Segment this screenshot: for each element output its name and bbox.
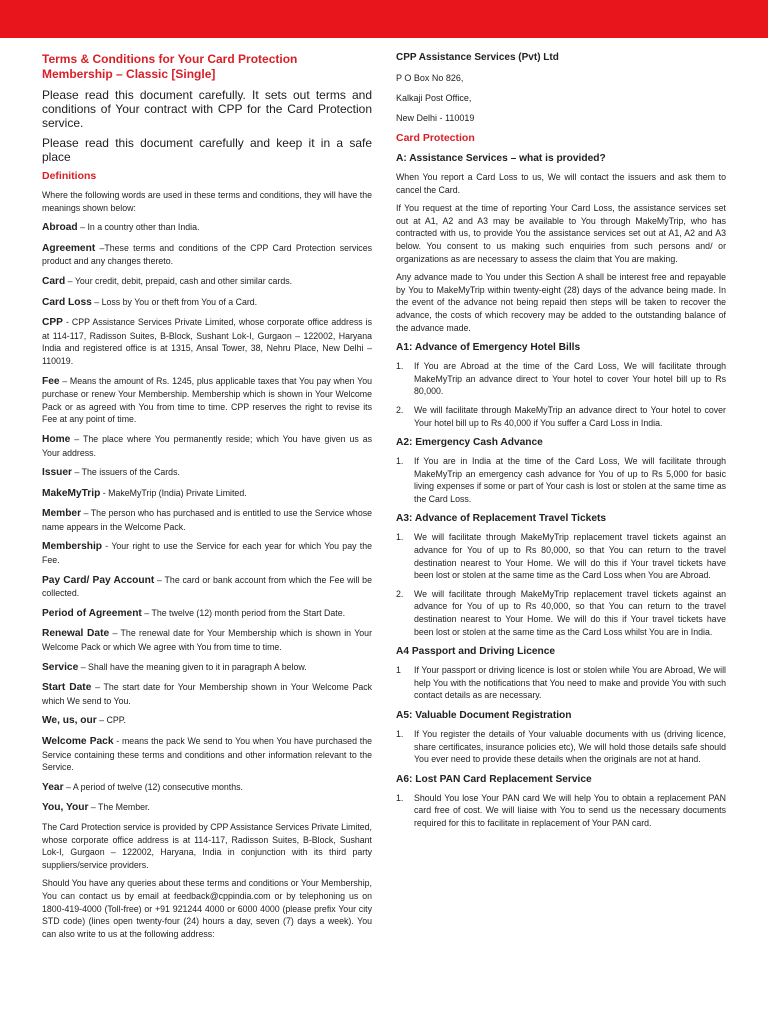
list-number: 2.	[396, 404, 404, 415]
list-item	[396, 664, 726, 702]
list-number: 1.	[396, 792, 404, 803]
definition-text: The issuers of the Cards.	[81, 467, 180, 478]
definition-item	[42, 507, 372, 533]
definition-text: In a country other than India.	[87, 222, 200, 233]
definition-separator: -	[102, 541, 112, 552]
left-column	[42, 48, 372, 940]
section-heading: A2: Emergency Cash Advance	[396, 437, 543, 449]
list-text: If You register the details of Your valuable documents with us (driving licence, share certificates, insurance policies etc), We will hold those details safe should You ever need to provide these details when the originals are not at hand.	[414, 729, 726, 765]
assistance-sections	[396, 341, 726, 829]
definition-separator: –	[65, 275, 75, 286]
definition-item	[42, 681, 372, 707]
definition-item	[42, 661, 372, 675]
definition-item	[42, 781, 372, 795]
list-item	[396, 404, 726, 429]
definition-text: Loss by You or theft from You of a Card.	[101, 296, 258, 307]
section-heading: A4 Passport and Driving Licence	[396, 646, 556, 658]
definitions-intro: Where the following words are used in these terms and conditions, they will have the meanings shown below:	[42, 190, 372, 213]
title-line-2: Membership – Classic [Single]	[42, 67, 216, 81]
section-a-paragraph: Any advance made to You under this Section A shall be interest free and repayable by You to MakeMyTrip within twenty-eight (28) days of the advance being made. In the event of the advance not being repaid then steps will be taken to recover the advance, the costs of which recovery may be added to the outstanding balance of the advance made.	[396, 272, 726, 333]
definition-text: The start date for Your Membership shown in Your Welcome Pack which We send to You.	[42, 682, 373, 706]
list-text: If You are Abroad at the time of the Card Loss, We will facilitate through MakeMyTrip an advance direct to Your hotel to cover Your hotel bill up to Rs 80,000.	[414, 361, 726, 397]
definition-separator: –	[70, 433, 83, 444]
list-number: 1.	[396, 729, 404, 739]
definition-item	[42, 375, 372, 426]
definition-item	[42, 540, 372, 566]
definition-text: The renewal date for Your Membership which is shown in Your Welcome Pack or which We agree with You from time to time.	[42, 628, 372, 653]
section-heading: A3: Advance of Replacement Travel Tickets	[396, 513, 607, 525]
definition-term: Home	[42, 433, 71, 445]
section-list	[396, 531, 726, 638]
section-list	[396, 360, 726, 429]
definition-term: Member	[42, 508, 82, 520]
contact-paragraph: Should You have any queries about these terms and conditions or Your Membership, You can contact us by email at feedback@cppindia.com or by telephoning us on 1800-419-4000 (Toll-free) or +91 921244 4000 or 6000 4000 (please prefix Your city STD code) (lines open twenty-four (24) hours a day, seven (7) days a week). You can also write to us at the following address:	[42, 878, 372, 939]
list-text: We will facilitate through MakeMyTrip replacement travel tickets against an advance for You of up to Rs 80,000, so that You can return to the travel destination nearest to Your Home. We will do this if Your travel tickets have been lost or stolen at the same time as the Card Loss when You are Abroad.	[414, 532, 726, 581]
intro-paragraph-2: Please read this document carefully and keep it in a safe place	[42, 136, 372, 164]
definition-text: The place where You permanently reside; which You have given us as Your address.	[42, 433, 372, 458]
address-line: Kalkaji Post Office,	[396, 93, 472, 103]
definition-separator: –	[81, 508, 91, 519]
definition-text: means the pack We send to You when You have purchased the Service containing these terms and conditions and other information relevant to the Service.	[42, 736, 372, 773]
definition-term: Card Loss	[42, 296, 92, 308]
section-a-paragraph: When You report a Card Loss to us, We will contact the issuers and ask them to cancel the Card.	[396, 172, 726, 195]
definition-separator: –	[91, 682, 104, 693]
definition-text: The Member.	[98, 802, 150, 813]
definition-term: MakeMyTrip	[42, 487, 101, 499]
definition-text: Your credit, debit, prepaid, cash and other similar cards.	[74, 275, 293, 286]
top-red-banner	[0, 0, 768, 38]
list-item	[396, 360, 726, 398]
definition-item	[42, 242, 372, 268]
section-list	[396, 664, 726, 702]
list-item	[396, 531, 726, 581]
definition-separator: –	[95, 242, 105, 253]
definition-item	[42, 627, 372, 653]
list-item	[396, 455, 726, 505]
definition-term: Year	[42, 781, 64, 793]
definition-separator: –	[78, 661, 89, 672]
card-protection-heading: Card Protection	[396, 132, 475, 144]
definition-text: Means the amount of Rs. 1245, plus applicable taxes that You pay when You purchase or renew Your Membership. Membership which is shown in Your Welcome Pack or as agreed with You from time to time. CPP reserves the right to revise its Fee at any point of time.	[42, 375, 372, 425]
right-column	[396, 48, 726, 836]
definition-item	[42, 221, 372, 235]
list-number: 1.	[396, 532, 404, 543]
definition-text: MakeMyTrip (India) Private Limited.	[108, 487, 247, 498]
definition-item	[42, 607, 372, 621]
definition-item	[42, 275, 372, 289]
address-line: New Delhi - 110019	[396, 113, 475, 123]
list-item	[396, 728, 726, 766]
definition-text: Shall have the meaning given to it in paragraph A below.	[88, 661, 307, 672]
definition-text: CPP Assistance Services Private Limited, whose corporate office address is at 114-117, Radisson Suites, B-Block, Sushant Lok-I, Gurgaon – 122002, Haryana India and registered office is at 1315, Ansal Tower, 38, Nehru Place, New Delhi – 110019.	[42, 317, 372, 366]
definition-item	[42, 801, 372, 815]
definition-separator: –	[88, 802, 99, 813]
definition-term: Fee	[42, 375, 60, 387]
definition-separator: –	[59, 375, 70, 386]
list-number: 1.	[396, 361, 404, 372]
definition-text: A period of twelve (12) consecutive months.	[72, 781, 243, 792]
definition-item	[42, 487, 372, 501]
list-text: If Your passport or driving licence is lost or stolen while You are Abroad, We will help You with the notifications that You need to make and provide You with such contact details as are necessary.	[414, 665, 726, 701]
definition-item	[42, 574, 372, 600]
definition-term: CPP	[42, 317, 63, 329]
definition-text: These terms and conditions of the CPP Card Protection services product and any changes thereto.	[42, 242, 372, 267]
list-text: We will facilitate through MakeMyTrip an advance direct to Your hotel to cover Your hotel bill up to Rs 40,000 if You suffer a Card Loss in India.	[414, 404, 726, 428]
section-a-paragraph: If You request at the time of reporting Your Card Loss, the assistance services set out at A1, A2 and A3 may be available to You through MakeMyTrip, who has contracted with us, to provide You the assistance services set out at A1, A2 and A3 below. You consent to us making such enquiries from such persons and/ or organizations as are necessary to assess the claim that You are making.	[396, 203, 726, 264]
definition-item	[42, 433, 372, 459]
definition-separator: -	[62, 317, 72, 328]
definition-term: Card	[42, 275, 66, 287]
definition-item	[42, 735, 372, 774]
definition-separator: –	[141, 607, 152, 618]
definition-term: Abroad	[42, 222, 78, 234]
definition-term: Renewal Date	[42, 628, 110, 640]
definition-text: The person who has purchased and is entitled to use the Service whose name appears in the Welcome Pack.	[42, 508, 372, 532]
definition-text: Your right to use the Service for each year for which You pay the Fee.	[42, 541, 372, 566]
definition-item	[42, 714, 372, 728]
definition-term: Membership	[42, 541, 103, 553]
definition-separator: –	[109, 628, 121, 639]
section-heading: A5: Valuable Document Registration	[396, 710, 572, 721]
section-a-heading: A: Assistance Services – what is provided?	[396, 153, 606, 164]
definition-term: Agreement	[42, 242, 96, 254]
list-text: Should You lose Your PAN card We will help You to obtain a replacement PAN card free of cost. We will liaise with You to send us the necessary documents required for this to facilitate in replacement of Your PAN card.	[414, 792, 726, 828]
list-text: If You are in India at the time of the Card Loss, We will facilitate through MakeMyTrip an emergency cash advance for You of up to Rs 5,000 for basic living expenses if some or part of Your cash is lost or stolen at the same time as the Card Loss.	[414, 456, 726, 504]
definition-term: Start Date	[42, 682, 92, 694]
definitions-heading: Definitions	[42, 170, 97, 182]
address-title: CPP Assistance Services (Pvt) Ltd	[396, 52, 559, 63]
list-item	[396, 792, 726, 830]
definition-term: Issuer	[42, 467, 73, 479]
title-line-1: Terms & Conditions for Your Card Protection	[42, 52, 298, 66]
definition-text: The twelve (12) month period from the Start Date.	[151, 607, 346, 618]
document-title	[42, 52, 372, 82]
definition-term: Pay Card/ Pay Account	[42, 574, 155, 586]
intro-paragraph-1: Please read this document carefully. It sets out terms and conditions of Your contract with CPP for the Card Protection service.	[42, 88, 372, 130]
definition-separator: –	[154, 574, 165, 585]
definition-term: We, us, our	[42, 715, 97, 727]
definition-separator: –	[72, 467, 82, 478]
list-item	[396, 588, 726, 638]
definition-text: The card or bank account from which the Fee will be collected.	[42, 574, 372, 599]
definition-item	[42, 316, 372, 367]
address-line: P O Box No 826,	[396, 73, 464, 83]
section-list	[396, 792, 726, 830]
definition-term: You, Your	[42, 802, 89, 814]
definition-separator: –	[96, 715, 107, 726]
list-number: 1.	[396, 456, 404, 467]
section-heading: A1: Advance of Emergency Hotel Bills	[396, 342, 581, 354]
definition-separator: -	[100, 487, 109, 498]
service-paragraph: The Card Protection service is provided by CPP Assistance Services Private Limited, whose corporate office address is at 114-117, Radisson Suites, B-Block, Sushant Lok-I, Gurgaon – 122002, Haryana, India in conjunction with its third party suppliers/service providers.	[42, 821, 372, 870]
definition-text: CPP.	[106, 715, 126, 726]
list-text: We will facilitate through MakeMyTrip replacement travel tickets against an advance for You of up to Rs 40,000, so that You can return to the travel destination nearest to Your Home. We will do this if Your travel tickets have been lost or stolen at the same time as the Card Loss whilst You are in India.	[414, 588, 726, 637]
definition-separator: –	[77, 222, 88, 233]
section-list	[396, 728, 726, 766]
definition-term: Welcome Pack	[42, 736, 114, 747]
section-list	[396, 455, 726, 505]
definition-separator: –	[91, 296, 102, 307]
definition-term: Service	[42, 661, 79, 673]
section-heading: A6: Lost PAN Card Replacement Service	[396, 773, 592, 785]
definition-separator: –	[63, 781, 73, 792]
definitions-list	[42, 221, 372, 815]
definition-separator: -	[113, 736, 122, 746]
list-number: 2.	[396, 588, 404, 599]
definition-item	[42, 466, 372, 480]
list-number: 1	[396, 665, 401, 676]
definition-item	[42, 296, 372, 310]
definition-term: Period of Agreement	[42, 607, 142, 619]
